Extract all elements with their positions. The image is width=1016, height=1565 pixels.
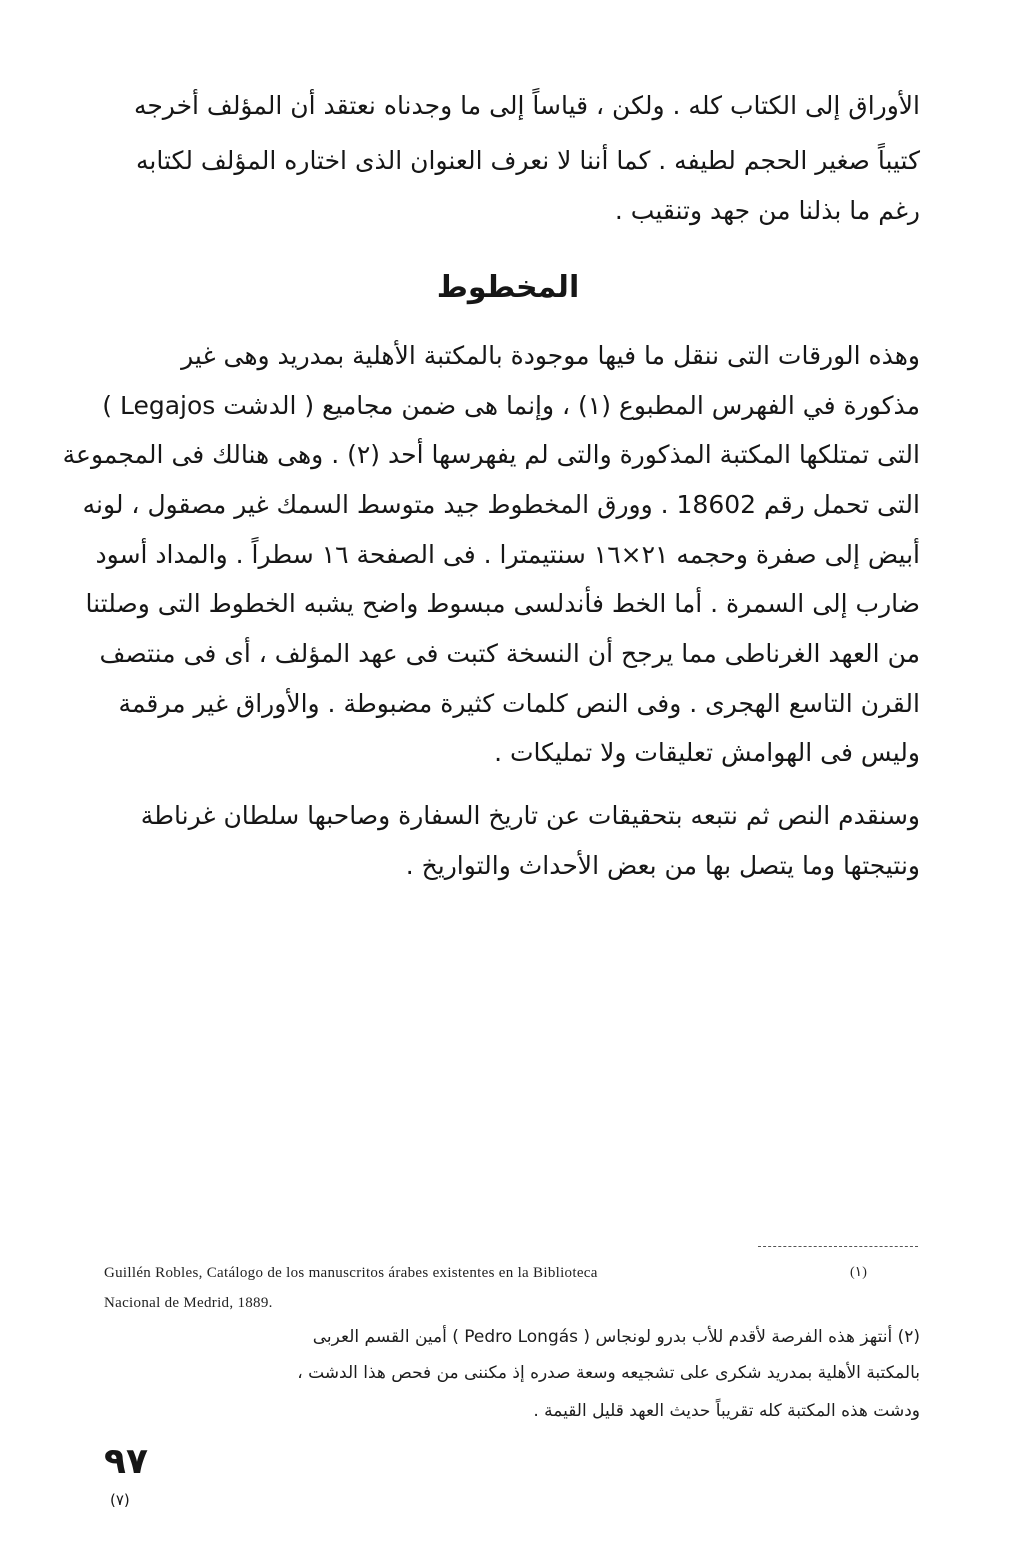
intro-line-2: كتيباً صغير الحجم لطيفه . كما أننا لا نعرف العنوان الذى اختاره المؤلف لكتابه [136,146,920,175]
page-number: ٩٧ [104,1441,148,1482]
paragraph2-line-2: ونتيجتها وما يتصل بها من بعض الأحداث والتواريخ . [405,851,920,880]
paragraph1-line-5: أبيض إلى صفرة وحجمه ٢١×١٦ سنتيمترا . فى الصفحة ١٦ سطراً . والمداد أسود [95,540,920,569]
paragraph1-line-2: مذكورة في الفهرس المطبوع (١) ، وإنما هى ضمن مجاميع ( الدشت Legajos ) [102,391,920,420]
footnote-2-line-3: ودشت هذه المكتبة كله تقريباً حديث العهد قليل القيمة . [533,1401,920,1421]
paragraph2-line-1: وسنقدم النص ثم نتبعه بتحقيقات عن تاريخ السفارة وصاحبها سلطان غرناطة [140,801,920,830]
section-heading: المخطوط [436,270,580,305]
footnote-1-line-1: Guillén Robles, Catálogo de los manuscritos árabes existentes en la Biblioteca [104,1265,598,1281]
footnote-2-line-1: (٢) أنتهز هذه الفرصة لأقدم للأب بدرو لونجاس ( Pedro Longás ) أمين القسم العربى [312,1327,920,1347]
footnote-separator [758,1246,918,1247]
paragraph1-line-1: وهذه الورقات التى ننقل ما فيها موجودة بالمكتبة الأهلية بمدريد وهى غير [181,341,920,370]
paragraph1-line-3: التى تمتلكها المكتبة المذكورة والتى لم يفهرسها أحد (٢) . وهى هنالك فى المجموعة [62,440,920,469]
intro-line-1: الأوراق إلى الكتاب كله . ولكن ، قياساً إلى ما وجدناه نعتقد أن المؤلف أخرجه [133,91,920,120]
paragraph1-line-8: القرن التاسع الهجرى . وفى النص كلمات كثيرة مضبوطة . والأوراق غير مرقمة [118,689,920,718]
footnote-2-line-2: بالمكتبة الأهلية بمدريد شكرى على تشجيعه وسعة صدره إذ مكننى من فحص هذا الدشت ، [297,1363,920,1383]
footnote-1-marker: (١) [850,1265,867,1280]
signature-mark: (٧) [110,1491,130,1509]
paragraph1-line-6: ضارب إلى السمرة . أما الخط فأندلسى مبسوط واضح يشبه الخطوط التى وصلتنا [85,589,920,618]
intro-line-3: رغم ما بذلنا من جهد وتنقيب . [614,196,920,225]
paragraph1-line-7: من العهد الغرناطى مما يرجح أن النسخة كتبت فى عهد المؤلف ، أى فى منتصف [99,639,920,668]
paragraph1-line-4: التى تحمل رقم 18602 . وورق المخطوط جيد متوسط السمك غير مصقول ، لونه [82,490,920,519]
paragraph1-line-9: وليس فى الهوامش تعليقات ولا تمليكات . [494,738,920,767]
footnote-1-line-2: Nacional de Medrid, 1889. [104,1295,273,1311]
